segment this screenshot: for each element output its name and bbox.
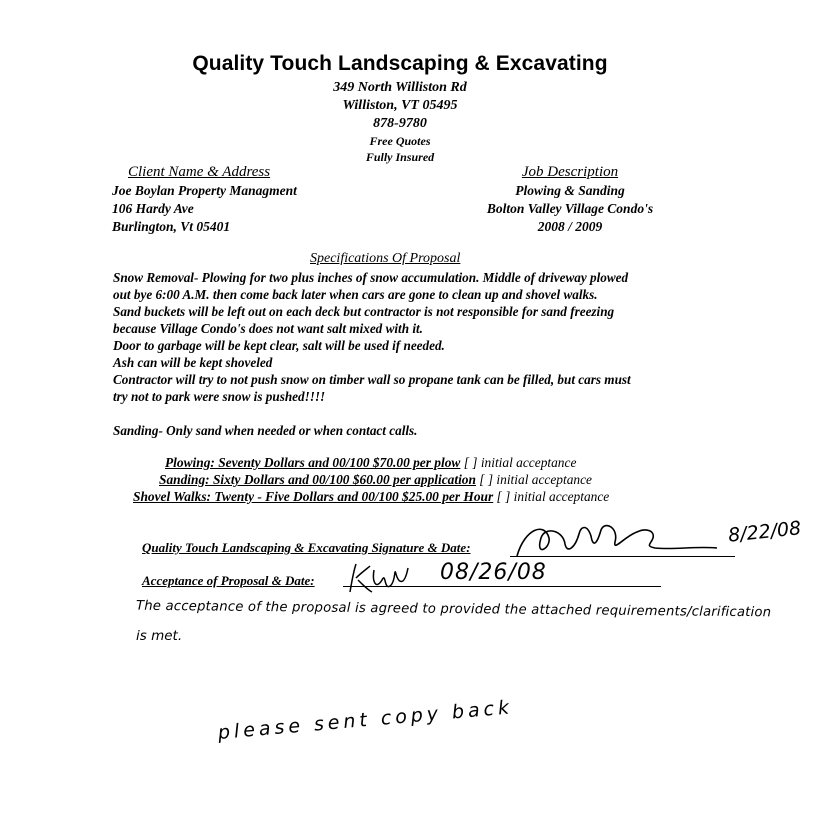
company-address-line1: 349 North Williston Rd xyxy=(333,80,467,95)
rate-plowing xyxy=(165,455,576,471)
contractor-signature-scribble xyxy=(505,508,725,568)
specs-heading: Specifications Of Proposal xyxy=(310,251,461,266)
client-heading: Client Name & Address xyxy=(128,164,271,180)
acceptance-date: 08/26/08 xyxy=(440,560,547,585)
rate-sanding-acceptance: [ ] initial acceptance xyxy=(475,472,592,487)
client-name: Joe Boylan Property Managment xyxy=(112,183,297,198)
tagline-free-quotes: Free Quotes xyxy=(369,134,431,148)
job-line1: Plowing & Sanding xyxy=(515,183,625,198)
job-line2: Bolton Valley Village Condo's xyxy=(486,201,654,216)
client-city: Burlington, Vt 05401 xyxy=(112,219,231,234)
spec-line: out bye 6:00 A.M. then come back later when cars are gone to clean up and shovel walks. xyxy=(113,287,598,302)
spec-line: Contractor will try to not push snow on timber wall so propane tank can be filled, but cars must xyxy=(113,372,631,387)
acceptance-signature-scribble xyxy=(346,560,416,596)
spec-line: Ash can will be kept shoveled xyxy=(113,355,273,370)
handwritten-note-line1: The acceptance of the proposal is agreed to provided the attached requirements/clarification xyxy=(135,598,772,621)
rate-shovel xyxy=(133,489,609,505)
spec-line: because Village Condo's does not want salt mixed with it. xyxy=(113,321,423,336)
spec-line: Snow Removal- Plowing for two plus inches of snow accumulation. Middle of driveway plowed xyxy=(113,270,629,285)
spec-line: Door to garbage will be kept clear, salt will be used if needed. xyxy=(113,338,445,353)
rate-plowing-acceptance: [ ] initial acceptance xyxy=(460,455,577,470)
job-heading: Job Description xyxy=(521,164,619,180)
rate-shovel-acceptance: [ ] initial acceptance xyxy=(493,489,610,504)
client-street: 106 Hardy Ave xyxy=(112,201,194,216)
tagline-fully-insured: Fully Insured xyxy=(365,150,435,164)
spec-line: try not to park were snow is pushed!!!! xyxy=(113,389,326,404)
job-line3: 2008 / 2009 xyxy=(537,219,603,234)
rate-sanding-label: Sanding: Sixty Dollars and 00/100 $60.00 per application xyxy=(159,472,476,487)
company-address-line2: Williston, VT 05495 xyxy=(342,98,458,113)
rate-sanding xyxy=(159,472,592,488)
rate-plowing-label: Plowing: Seventy Dollars and 00/100 $70.00 per plow xyxy=(165,455,461,470)
handwritten-note-line2: is met. xyxy=(136,628,183,644)
handwritten-footer-note: please sent copy back xyxy=(217,696,514,744)
contractor-signature-label: Quality Touch Landscaping & Excavating Signature & Date: xyxy=(142,540,471,555)
spec-sanding: Sanding- Only sand when needed or when contact calls. xyxy=(113,423,418,438)
rate-shovel-label: Shovel Walks: Twenty - Five Dollars and 00/100 $25.00 per Hour xyxy=(133,489,494,504)
contractor-signature-date: 8/22/08 xyxy=(727,517,803,547)
company-name: Quality Touch Landscaping & Excavating xyxy=(192,52,608,75)
company-phone: 878-9780 xyxy=(373,116,427,131)
spec-line: Sand buckets will be left out on each deck but contractor is not responsible for sand freezing xyxy=(113,304,615,319)
acceptance-label: Acceptance of Proposal & Date: xyxy=(142,573,315,588)
